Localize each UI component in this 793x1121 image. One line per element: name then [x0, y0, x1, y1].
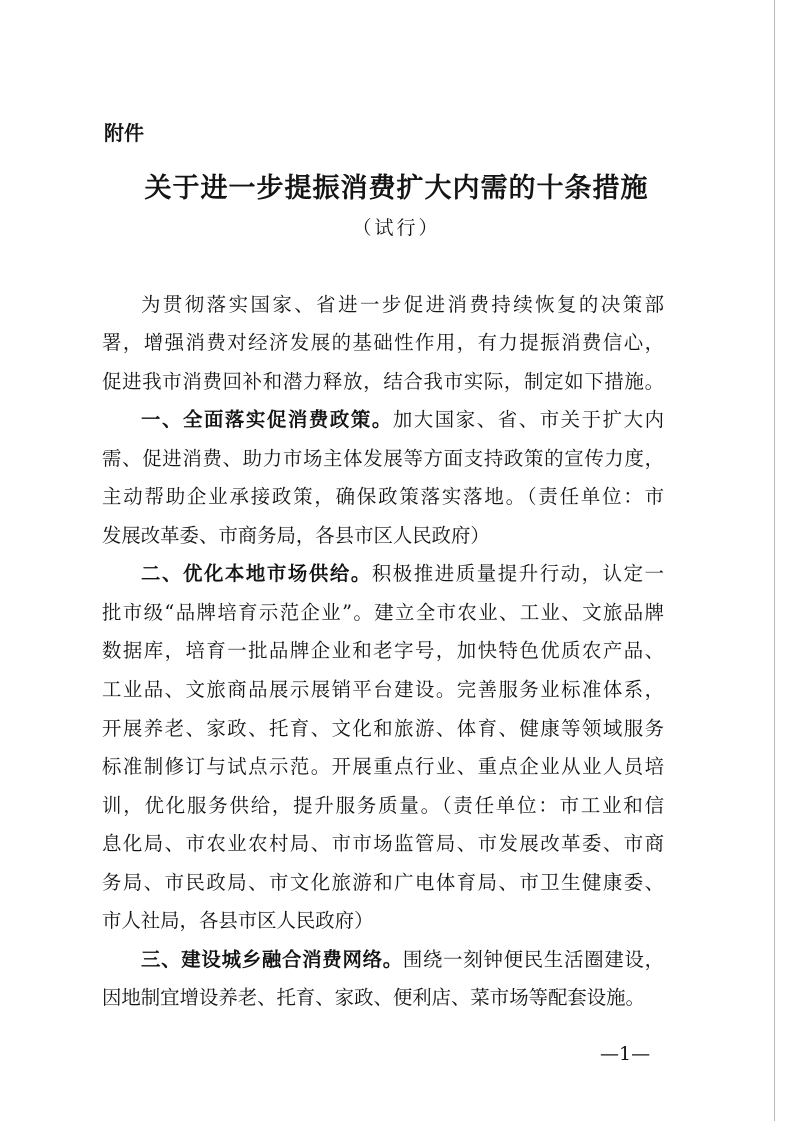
section1-line: 需、促进消费、助力市场主体发展等方面支持政策的宣传力度，	[102, 447, 664, 470]
attachment-label: 附件	[104, 121, 144, 145]
section1-heading: 一、全面落实促消费政策。	[141, 408, 393, 431]
document-subtitle: （试行）	[352, 217, 441, 239]
section3-first-line	[141, 941, 664, 979]
scan-edge-line	[774, 0, 775, 1121]
section2-line: 训，优化服务供给，提升服务质量。（责任单位：市工业和信	[102, 794, 664, 817]
section2-line: 数据库，培育一批品牌企业和老字号，加快特色优质农产品、	[102, 639, 664, 662]
document-title: 关于进一步提振消费扩大内需的十条措施	[144, 173, 649, 204]
section2-line: 批市级“品牌培育示范企业”。建立全市农业、工业、文旅品牌	[102, 601, 664, 624]
section2-line: 标准制修订与试点示范。开展重点行业、重点企业从业人员培	[102, 755, 664, 778]
section1-line: 主动帮助企业承接政策，确保政策落实落地。（责任单位：市	[102, 485, 664, 508]
section1-text: 加大国家、省、市关于扩大内	[392, 408, 665, 431]
section3-line: 因地制宜增设养老、托育、家政、便利店、菜市场等配套设施。	[102, 986, 645, 1009]
section3-heading: 三、建设城乡融合消费网络。	[141, 948, 403, 971]
section2-text: 积极推进质量提升行动，认定一	[371, 562, 665, 585]
section2-heading: 二、优化本地市场供给。	[141, 562, 372, 585]
section1-line: 发展改革委、市商务局，各县市区人民政府）	[102, 524, 490, 547]
section2-line: 息化局、市农业农村局、市市场监管局、市发展改革委、市商	[102, 832, 664, 855]
page-number: —1—	[600, 1043, 651, 1065]
section2-line: 市人社局，各县市区人民政府）	[102, 909, 374, 932]
section2-line: 开展养老、家政、托育、文化和旅游、体育、健康等领域服务	[102, 717, 664, 740]
intro-line: 署，增强消费对经济发展的基础性作用，有力提振消费信心，	[102, 331, 664, 354]
intro-line: 促进我市消费回补和潜力释放，结合我市实际，制定如下措施。	[102, 370, 664, 393]
section2-first-line	[141, 555, 664, 593]
section1-first-line	[141, 401, 664, 439]
intro-line: 为贯彻落实国家、省进一步促进消费持续恢复的决策部	[141, 293, 664, 316]
section2-line: 务局、市民政局、市文化旅游和广电体育局、市卫生健康委、	[102, 871, 664, 894]
section3-text: 围绕一刻钟便民生活圈建设，	[402, 948, 665, 971]
section2-line: 工业品、文旅商品展示展销平台建设。完善服务业标准体系，	[102, 678, 664, 701]
